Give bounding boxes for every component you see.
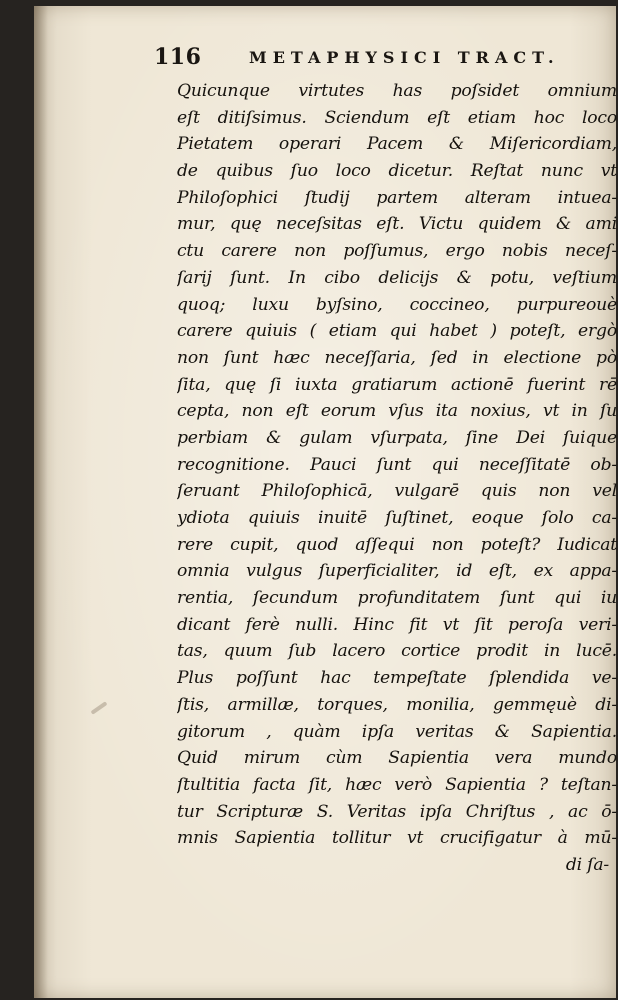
text-line: de quibus ſuo loco dicetur. Reſtat nunc vt [177, 161, 617, 182]
text-line: non ſunt hæc neceſſaria, ſed in electione pò [177, 347, 617, 368]
text-line: ſtis, armillæ, torques, monilia, gemmęuè di- [177, 694, 617, 715]
text-line: Quicunque virtutes has poſsidet omnium [177, 81, 617, 101]
page-number: 116 [154, 44, 202, 70]
text-line: Plus poſſunt hac tempeſtate ſplendida ve- [177, 668, 617, 689]
text-line: mnis Sapientia tollitur vt crucifigatur à mū- [177, 828, 617, 849]
text-line: eſt ditiſsimus. Sciendum eſt etiam hoc loco [177, 107, 617, 128]
text-line: ſtultitia facta ſit, hæc verò Sapientia ? teſtan- [177, 774, 617, 795]
text-line: recognitione. Pauci ſunt qui neceſſitatē ob- [177, 454, 617, 475]
ink-smudge [90, 701, 107, 715]
text-line: rere cupit, quod aſſequi non poteſt? Iudicat [177, 534, 617, 555]
text-line: Pietatem operari Pacem & Miſericordiam, [177, 134, 617, 155]
text-line: Philoſophici ſtudij partem alteram intuea- [177, 187, 617, 208]
text-line: ſeruant Philoſophicā, vulgarē quis non vel [177, 481, 617, 502]
text-line: ydiota quiuis inuitē ſuſtinet, eoque ſolo ca- [177, 508, 617, 528]
text-line: quoq; luxu byſsino, coccineo, purpureouè [177, 294, 617, 315]
running-title: METAPHYSICI TRACT. [249, 48, 560, 67]
binding-shadow [34, 6, 48, 998]
text-line: mur, quę neceſsitas eſt. Victu quidem & ami [177, 214, 617, 235]
book-page [34, 6, 616, 998]
text-line: ſarij ſunt. In cibo delicijs & potu, veſtium [177, 267, 617, 288]
text-line: perbiam & gulam vſurpata, ſine Dei ſuique [177, 427, 617, 448]
text-line: rentia, ſecundum profunditatem ſunt qui iu [177, 588, 617, 609]
text-line: cepta, non eſt eorum vſus ita noxius, vt in ſu [177, 401, 617, 422]
catchword: di ſa- [565, 854, 609, 875]
text-line: carere quiuis ( etiam qui habet ) poteſt, ergò [177, 321, 617, 342]
text-line: tas, quum ſub lacero cortice prodit in lucē. [177, 641, 617, 662]
page-header [154, 40, 594, 74]
text-line: ctu carere non poſſumus, ergo nobis neceſ- [177, 241, 617, 262]
text-line: dicant ferè nulli. Hinc fit vt ſit peroſa veri- [177, 614, 617, 635]
text-line: tur Scripturæ S. Veritas ipſa Chriſtus , ac ō- [177, 801, 617, 822]
text-line: Quid mirum cùm Sapientia vera mundo [177, 748, 617, 769]
text-line: ſita, quę ſi iuxta gratiarum actionē fuerint rē [177, 374, 617, 395]
body-text [177, 78, 617, 879]
text-line: omnia vulgus ſuperficialiter, id eſt, ex appa- [177, 561, 617, 582]
text-line: gitorum , quàm ipſa veritas & Sapientia. [177, 721, 617, 742]
